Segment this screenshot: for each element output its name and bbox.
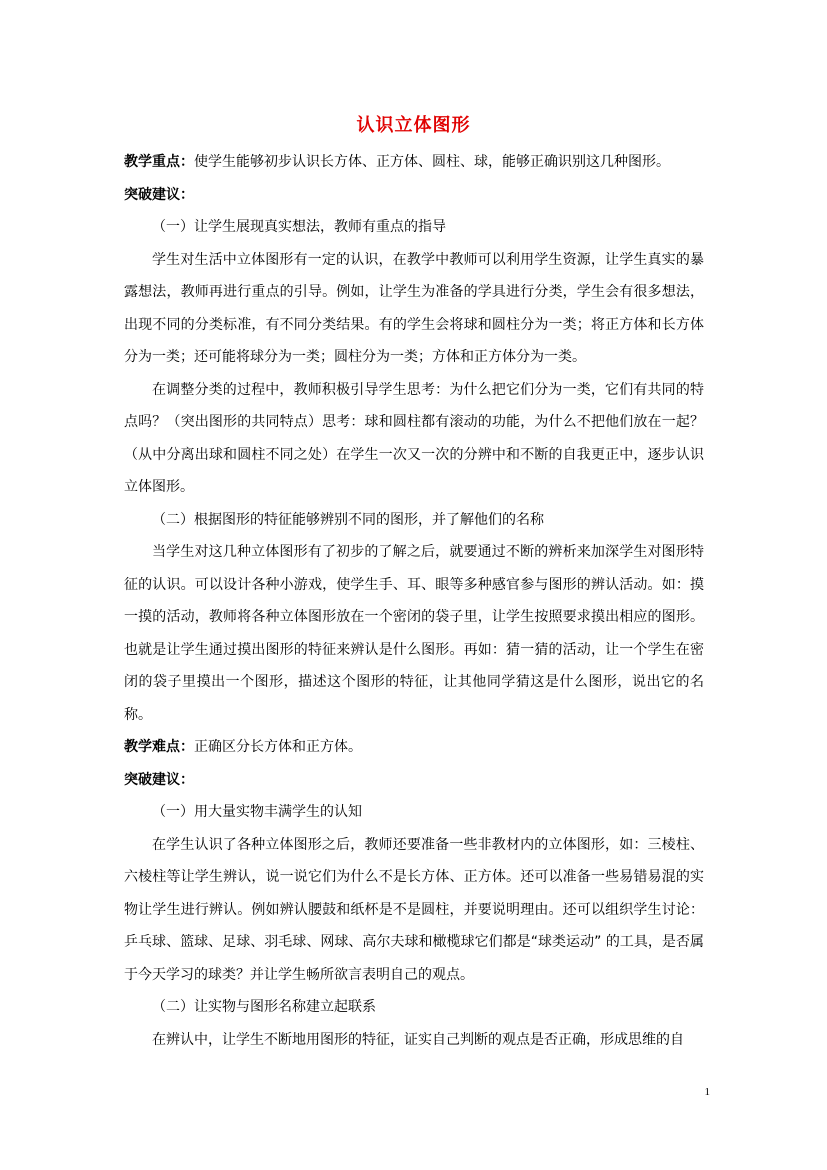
section-heading-4: （二）让实物与图形名称建立起联系 <box>152 999 376 1015</box>
page-number: 1 <box>704 1086 710 1098</box>
key-point-line <box>124 146 704 179</box>
difficulty-line <box>124 731 704 764</box>
document-body <box>124 146 704 1056</box>
suggestion-heading-1 <box>124 179 704 212</box>
key-point-label: 教学重点： <box>124 154 194 170</box>
difficulty-label: 教学难点： <box>124 739 194 755</box>
section-heading-3: （一）用大量实物丰满学生的认知 <box>152 804 362 820</box>
suggestion-heading-2 <box>124 764 704 797</box>
difficulty-text: 正确区分长方体和正方体。 <box>194 739 362 755</box>
paragraph: 在辨认中，让学生不断地用图形的特征，证实自己判断的观点是否正确，形成思维的自 <box>152 1031 684 1048</box>
section-heading-1: （一）让学生展现真实想法，教师有重点的指导 <box>152 219 446 235</box>
suggestion-label: 突破建议： <box>124 771 194 788</box>
suggestion-label: 突破建议： <box>124 186 194 203</box>
section-heading-2: （二）根据图形的特征能够辨别不同的图形，并了解他们的名称 <box>152 511 544 528</box>
key-point-text: 使学生能够初步认识长方体、正方体、圆柱、球，能够正确识别这几种图形。 <box>194 154 670 170</box>
paragraph: 在学生认识了各种立体图形之后，教师还要准备一些非教材内的立体图形，如：三棱柱、六棱柱等让学生辨认，说一说它们为什么不是长方体、正方体。还可以准备一些易错易混的实物让学生进行辨认。例如辨认腰鼓和纸杯是不是圆柱，并要说明理由。还可以组织学生讨论：乒乓球、篮球、足球、羽毛球、网球、高尔夫球和橄榄球它们都是“球类运动” 的工具，是否属于今天学习的球类？并让学生畅所欲言表明自己的观点。 <box>124 836 704 983</box>
document-title: 认识立体图形 <box>356 115 471 136</box>
paragraph: 在调整分类的过程中，教师积极引导学生思考：为什么把它们分为一类，它们有共同的特点吗？（突出图形的共同特点）思考：球和圆柱都有滚动的功能，为什么不把他们放在一起？（从中分离出球和圆柱不同之处）在学生一次又一次的分辨中和不断的自我更正中，逐步认识立体图形。 <box>124 381 704 495</box>
paragraph: 学生对生活中立体图形有一定的认识，在教学中教师可以利用学生资源，让学生真实的暴露想法，教师再进行重点的引导。例如，让学生为准备的学具进行分类，学生会有很多想法，出现不同的分类标准，有不同分类结果。有的学生会将球和圆柱分为一类；将正方体和长方体分为一类；还可能将球分为一类；圆柱分为一类；方体和正方体分为一类。 <box>124 251 704 365</box>
paragraph: 当学生对这几种立体图形有了初步的了解之后，就要通过不断的辨析来加深学生对图形特征的认识。可以设计各种小游戏，使学生手、耳、眼等多种感官参与图形的辨认活动。如：摸一摸的活动，教师将各种立体图形放在一个密闭的袋子里，让学生按照要求摸出相应的图形。也就是让学生通过摸出图形的特征来辨认是什么图形。再如：猜一猜的活动，让一个学生在密闭的袋子里摸出一个图形，描述这个图形的特征，让其他同学猜这是什么图形，说出它的名称。 <box>124 544 704 723</box>
